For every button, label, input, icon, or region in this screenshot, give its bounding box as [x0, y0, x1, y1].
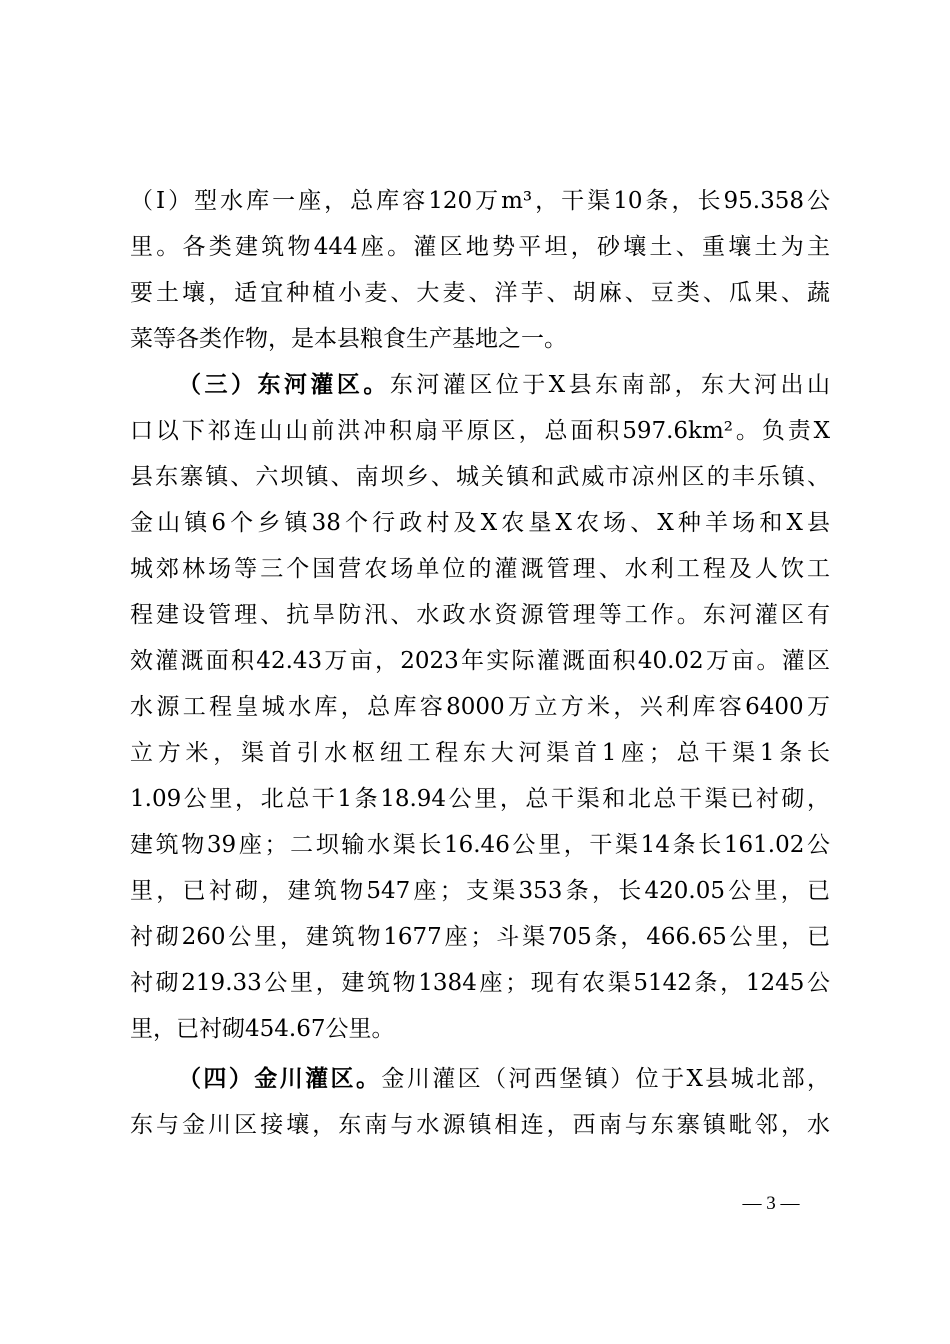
text-line: 衬砌260公里，建筑物1677座；斗渠705条，466.65公里，已	[130, 924, 830, 950]
text-line: 水源工程皇城水库，总库容8000万立方米，兴利库容6400万	[130, 694, 830, 720]
text-run: 金川灌区（河西堡镇）位于X县城北部，	[381, 1066, 831, 1092]
text-line: 县东寨镇、六坝镇、南坝乡、城关镇和武威市凉州区的丰乐镇、	[130, 464, 830, 490]
text-line: 建筑物39座；二坝输水渠长16.46公里，干渠14条长161.02公	[130, 832, 830, 858]
section-heading-jinchuan: （四）金川灌区。	[178, 1065, 382, 1092]
section-heading-donghe: （三）东河灌区。	[178, 371, 390, 398]
paragraph-first-line	[178, 362, 830, 408]
paragraph-first-line	[178, 1056, 830, 1102]
text-line: 菜等各类作物，是本县粮食生产基地之一。	[130, 326, 567, 352]
text-line: 东与金川区接壤，东南与水源镇相连，西南与东寨镇毗邻，水	[130, 1112, 830, 1138]
text-line: 1.09公里，北总干1条18.94公里，总干渠和北总干渠已衬砌，	[130, 786, 830, 812]
text-line: 里。各类建筑物444座。灌区地势平坦，砂壤土、重壤土为主	[130, 234, 830, 260]
text-line: 里，已衬砌454.67公里。	[130, 1016, 395, 1042]
text-line: 要土壤，适宜种植小麦、大麦、洋芋、胡麻、豆类、瓜果、蔬	[130, 280, 830, 306]
text-line: 金山镇6个乡镇38个行政村及X农垦X农场、X种羊场和X县	[130, 510, 830, 536]
page-number: — 3 —	[742, 1193, 800, 1214]
text-line: 效灌溉面积42.43万亩，2023年实际灌溉面积40.02万亩。灌区	[130, 648, 830, 674]
text-line: 程建设管理、抗旱防汛、水政水资源管理等工作。东河灌区有	[130, 602, 830, 628]
text-line: 城郊林场等三个国营农场单位的灌溉管理、水利工程及人饮工	[130, 556, 830, 582]
text-line: 里，已衬砌，建筑物547座；支渠353条，长420.05公里，已	[130, 878, 830, 904]
text-run: 东河灌区位于X县东南部，东大河出山	[389, 372, 830, 398]
text-line: （I）型水库一座，总库容120万m³，干渠10条，长95.358公	[130, 188, 830, 214]
text-line: 口以下祁连山山前洪冲积扇平原区，总面积597.6km²。负责X	[130, 418, 830, 444]
text-line: 衬砌219.33公里，建筑物1384座；现有农渠5142条，1245公	[130, 970, 830, 996]
text-line: 立方米，渠首引水枢纽工程东大河渠首1座；总干渠1条长	[130, 740, 830, 766]
